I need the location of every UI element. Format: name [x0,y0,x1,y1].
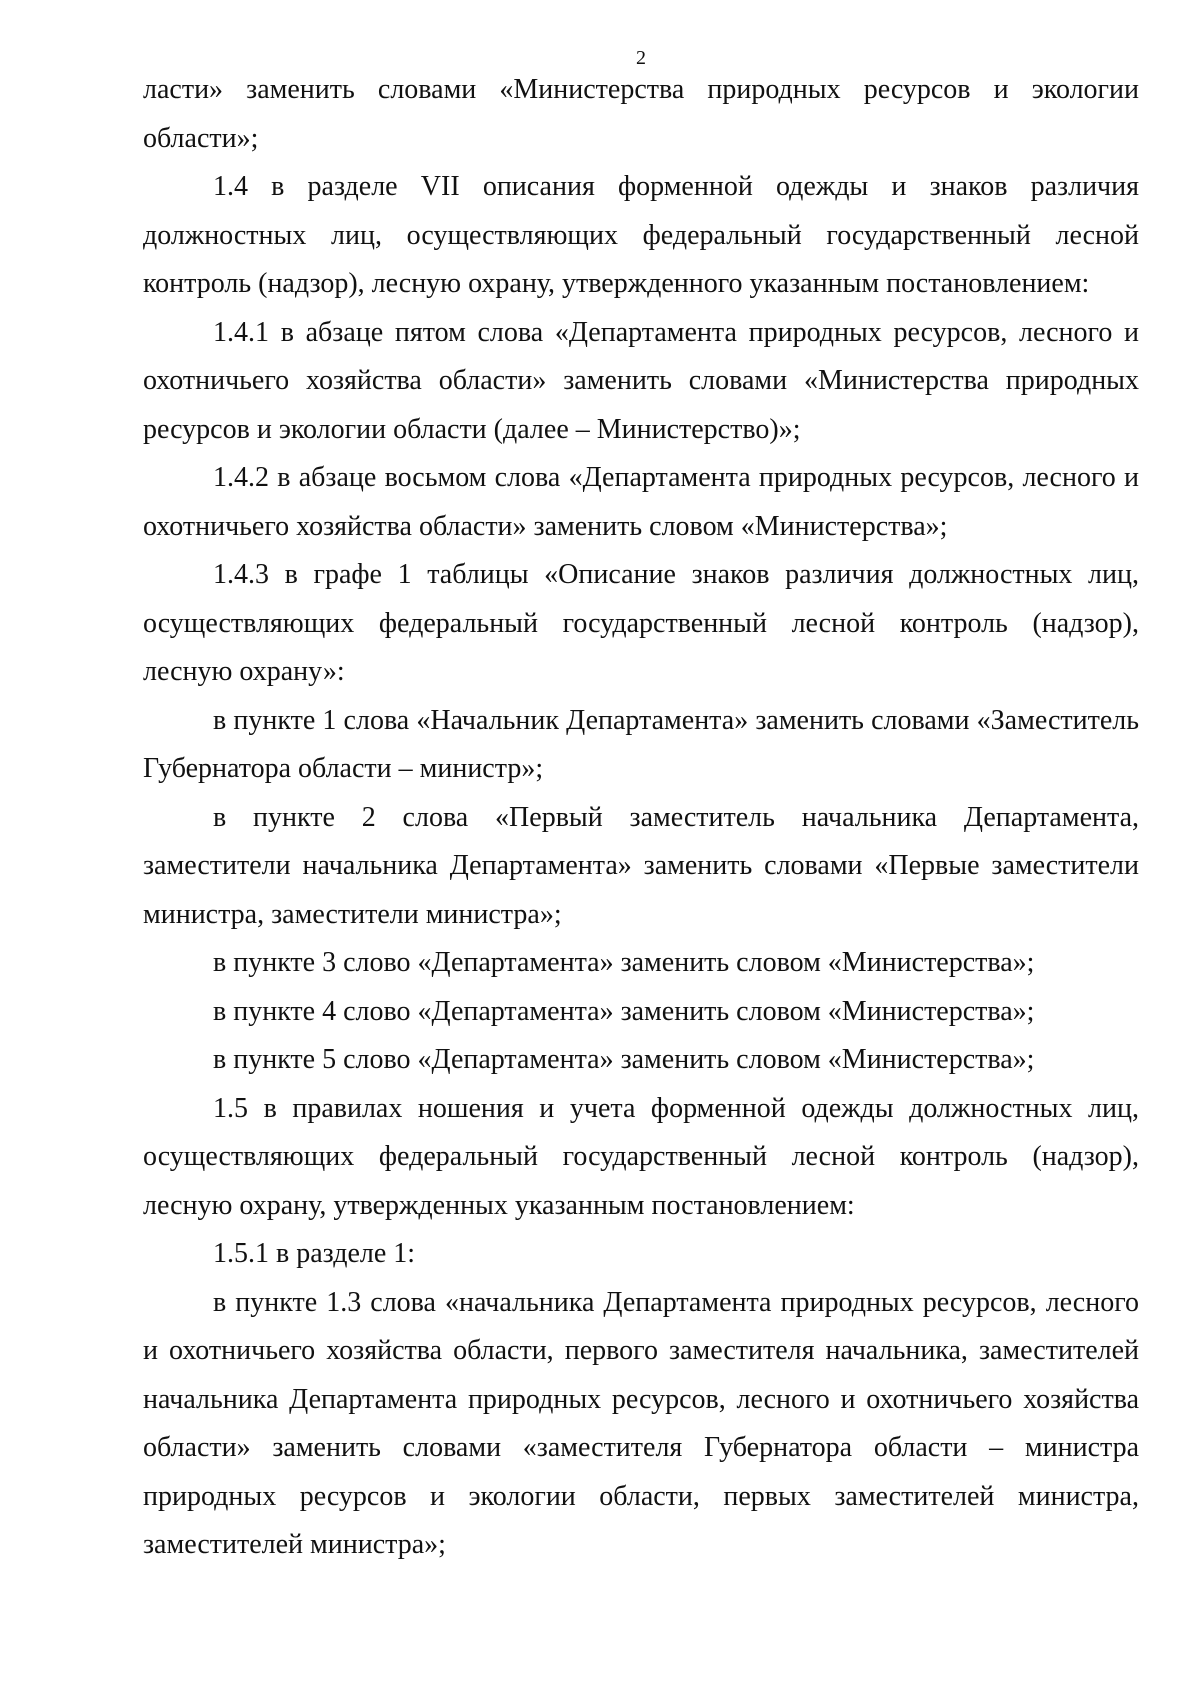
paragraph-item-3: в пункте 3 слово «Департамента» заменить словом «Министерства»; [213,947,1035,978]
paragraph-1-5: 1.5 в правилах ношения и учета форменной одежды должностных лиц, осуществляющих федеральный государственный лесной контроль (надзор), лесную охрану, утвержденных указанным постановлением: [143,1092,1139,1221]
paragraph-1-4-2: 1.4.2 в абзаце восьмом слова «Департамента природных ресурсов, лесного и охотничьего хозяйства области» заменить словом «Министерства»; [143,462,1139,542]
paragraph-1-4-3: 1.4.3 в графе 1 таблицы «Описание знаков различия должностных лиц, осуществляющих федеральный государственный лесной контроль (надзор), лесную охрану»: [143,559,1139,687]
paragraph-1-4-1: 1.4.1 в абзаце пятом слова «Департамента природных ресурсов, лесного и охотничьего хозяйства области» заменить словами «Министерства природных ресурсов и экологии области (далее – Министерство)»; [143,316,1139,445]
paragraph-item-1: в пункте 1 слова «Начальник Департамента» заменить словами «Заместитель Губернатора области – министр»; [143,704,1139,784]
paragraph-item-2: в пункте 2 слова «Первый заместитель начальника Департамента, заместители начальника Департамента» заменить словами «Первые заместители министра, заместители министра»; [143,801,1139,930]
paragraph-item-5: в пункте 5 слово «Департамента» заменить словом «Министерства»; [213,1044,1035,1075]
paragraph-1-4: 1.4 в разделе VII описания форменной одежды и знаков различия должностных лиц, осуществляющих федеральный государственный лесной контроль (надзор), лесную охрану, утвержденного указанным постановлением: [143,171,1139,299]
paragraph-item-1-3: в пункте 1.3 слова «начальника Департамента природных ресурсов, лесного и охотничьего хозяйства области, первого заместителя начальника, заместителей начальника Департамента природных ресурсов, лесного и охотничьего хозяйства области» заменить словами «заместителя Губернатора области – министра природных ресурсов и экологии области, первых заместителей министра, заместителей министра»; [143,1286,1139,1560]
paragraph-1-5-1: 1.5.1 в разделе 1: [213,1238,416,1269]
document-body [143,66,1139,1570]
page-number: 2 [636,47,646,69]
paragraph-continuation: ласти» заменить словами «Министерства природных ресурсов и экологии области»; [143,74,1139,154]
paragraph-item-4: в пункте 4 слово «Департамента» заменить словом «Министерства»; [213,995,1035,1027]
